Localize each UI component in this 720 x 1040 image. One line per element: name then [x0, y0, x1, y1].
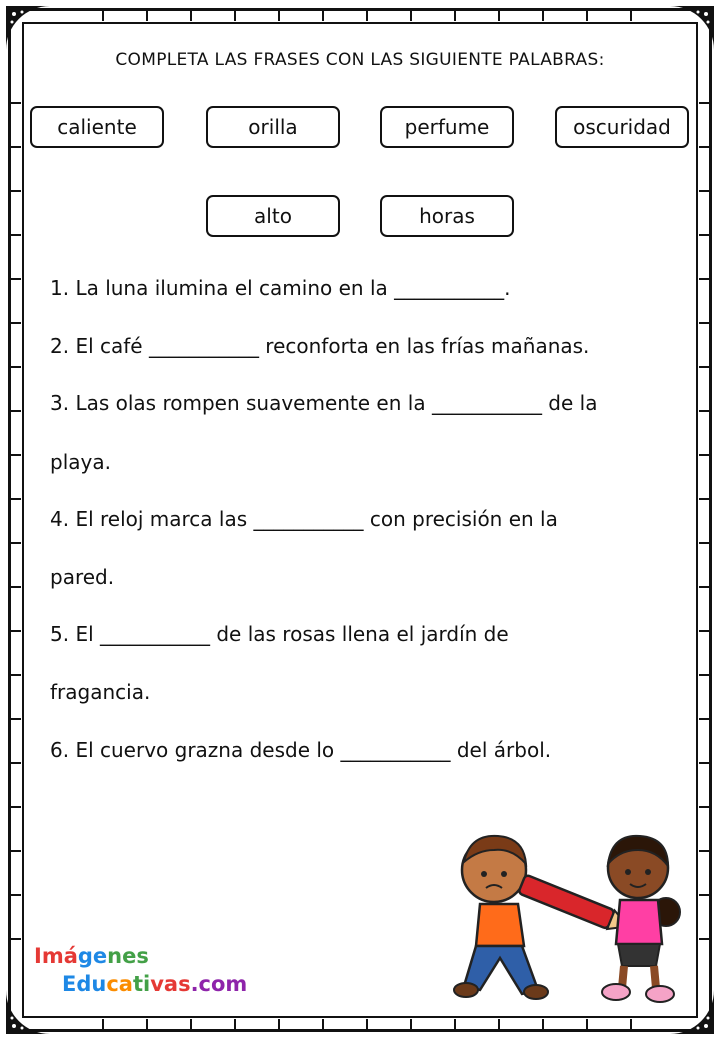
border-ticks-bottom [60, 1019, 660, 1029]
word-box-alto: alto [206, 195, 340, 237]
sentence-1: 1. La luna ilumina el camino en la ___________. [50, 276, 511, 300]
word-box-horas: horas [380, 195, 514, 237]
logo-line-1: Imágenes [34, 944, 149, 968]
word-box-orilla: orilla [206, 106, 340, 148]
sentence-3: 3. Las olas rompen suavemente en la ___________ de la [50, 391, 598, 415]
corner-ornament-icon [6, 990, 50, 1034]
sentence-2: 2. El café ___________ reconforta en las frías mañanas. [50, 334, 590, 358]
corner-ornament-icon [670, 6, 714, 50]
sentence-4: 4. El reloj marca las ___________ con precisión en la [50, 507, 558, 531]
corner-ornament-icon [6, 6, 50, 50]
children-carrying-pencil-illustration [452, 828, 692, 1008]
sentence-5-continued: fragancia. [50, 680, 151, 704]
sentence-3-continued: playa. [50, 450, 111, 474]
border-ticks-left [11, 60, 21, 980]
sentence-5: 5. El ___________ de las rosas llena el jardín de [50, 622, 509, 646]
border-ticks-right [699, 60, 709, 980]
sentence-6: 6. El cuervo grazna desde lo ___________ del árbol. [50, 738, 552, 762]
logo-line-2: Educativas.com [62, 972, 248, 996]
sentence-4-continued: pared. [50, 565, 115, 589]
word-box-oscuridad: oscuridad [555, 106, 689, 148]
word-box-caliente: caliente [30, 106, 164, 148]
word-box-perfume: perfume [380, 106, 514, 148]
border-ticks-top [60, 11, 660, 21]
page-title: COMPLETA LAS FRASES CON LAS SIGUIENTE PALABRAS: [115, 50, 605, 70]
